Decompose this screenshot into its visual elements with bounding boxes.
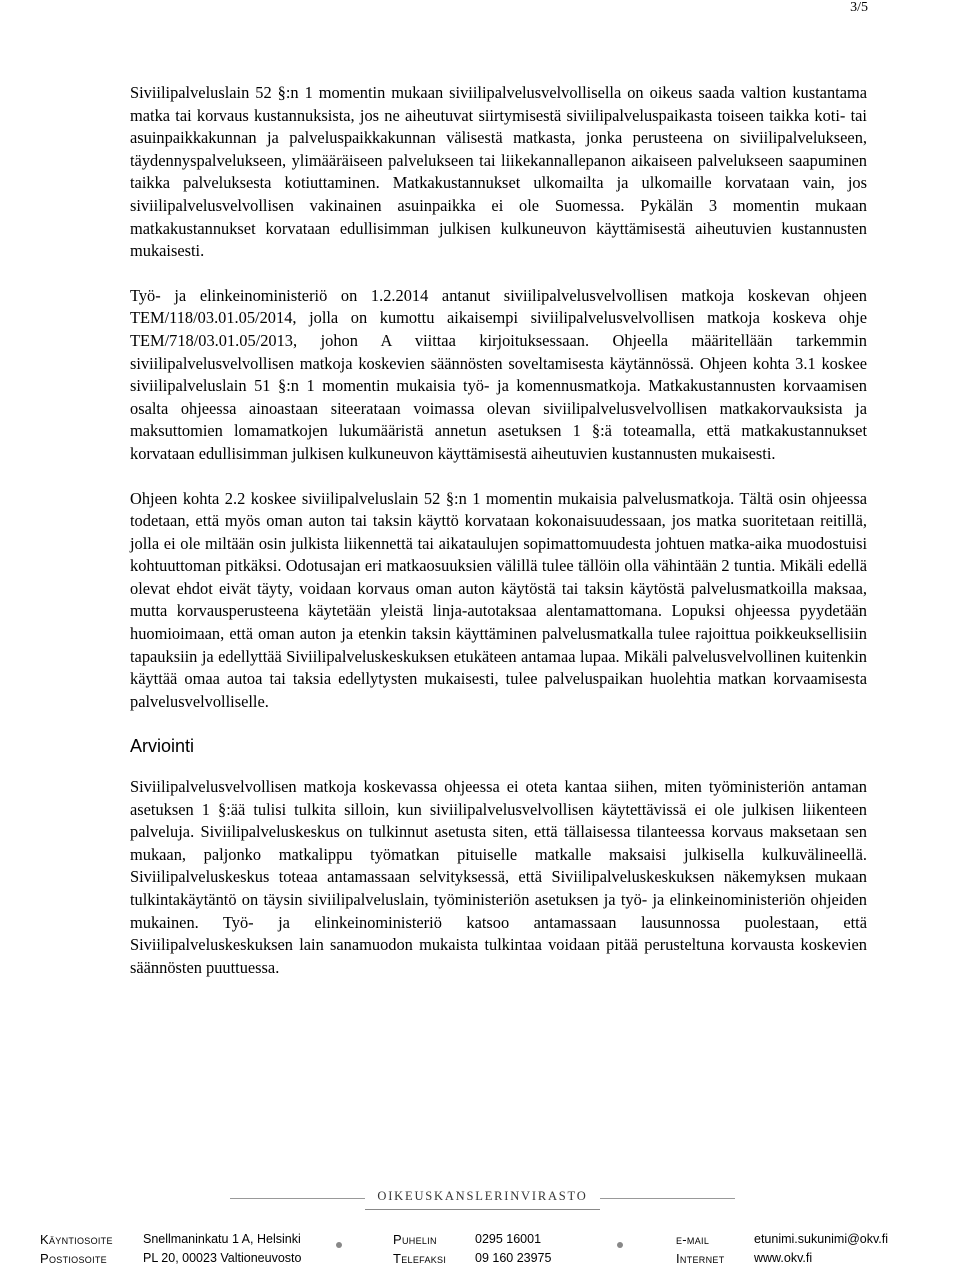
footer-divider-right [600,1198,735,1199]
footer-brand: OIKEUSKANSLERINVIRASTO [377,1189,588,1203]
footer-separator-dot [617,1242,623,1248]
paragraph-1: Siviilipalveluslain 52 §:n 1 momentin mukaan siviilipalvelusvelvollisella on oikeus saada valtion kustantama matka tai korvaus kustannuksista, jos ne aiheutuvat siirtymisestä siviilipalveluspaikasta toiseen taikka koti- tai asuinpaikkakunnan ja palveluspaikkakunnan välisestä matkasta, jonka perusteena on siviilipalvelukseen, täydennyspalvelukseen, ylimääräiseen palvelukseen tai liikekannallepanon aikaiseen palvelukseen saapuminen taikka palveluksesta kotiuttaminen. Matkakustannukset ulkomailta ja ulkomaille korvataan vain, jos siviilipalvelusvelvollisen vakinainen asuinpaikka ei ole Suomessa. Pykälän 3 momentin mukaan matkakustannukset korvataan edullisimman julkisen kulkuneuvon käyttämisestä aiheutuvien kustannusten mukaisesti. [130,83,867,261]
paragraph-3: Ohjeen kohta 2.2 koskee siviilipalveluslain 52 §:n 1 momentin mukaisia palvelusmatkoja. Tältä osin ohjeessa todetaan, että myös oman auton tai taksin käyttö korvataan kokonaisuudessaan, jos matka suoritetaan reitillä, jolla ei ole miltään osin julkista liikennettä tai aikataulujen sopimattomuudesta johtuen matka-aika muodostuisi kohtuuttoman pitkäksi. Odotusajan eri matkaosuuksien välillä tulee tällöin olla vähintään 2 tuntia. Mikäli edellä olevat ehdot eivät täyty, voidaan korvaus oman auton käytöstä tai taksin käytöstä palvelusmatkoilla maksaa, mutta korvausperusteena käytetään yleistä linja-autotaksaa alentamattomana. Lopuksi ohjeessa pyydetään huomioimaan, että oman auton ja etenkin taksin käyttäminen palvelusmatkalla tulee rajoittua poikkeuksellisiin tapauksiin ja edellyttää Siviilipalveluskeskuksen etukäteen antamaa lupaa. Mikäli palvelusvelvollinen kuitenkin käyttää omaa autoa tai taksia edellytysten mukaisesti, tulee palveluspaikan huolehtia matkan korvaamisesta palvelusvelvolliselle. [130,488,867,711]
section-heading-arviointi: Arviointi [130,736,195,757]
phone-label: Puhelin [393,1232,437,1247]
email-label: e-mail [676,1232,710,1247]
document-body [130,82,867,1001]
email-link[interactable]: etunimi.sukunimi@okv.fi [754,1232,889,1246]
paragraph-2: Työ- ja elinkeinoministeriö on 1.2.2014 antanut siviilipalvelusvelvollisen matkoja koskevan ohjeen TEM/118/03.01.05/2014, jolla on kumottu aikaisempi siviilipalvelusvelvollisen matkoja koskeva ohje TEM/718/03.01.05/2013, johon A viittaa kirjoituksessaan. Ohjeella määritellään tarkemmin siviilipalvelusvelvollisen matkoja koskevien säännösten soveltamisesta käytännössä. Ohjeen kohta 3.1 koskee siviilipalveluslain 51 §:n 1 momentin mukaisia työ- ja komennusmatkoja. Matkakustannusten korvaamisen osalta ohjeessa ainoastaan siteerataan voimassa olevan siviilipalvelusvelvollisen matkakorvauksista ja maksuttomien lomamatkojen lukumääristä annetun asetuksen 1 §:ä toteamalla, että matkakustannukset korvataan edullisimman julkisen kulkuneuvon käyttämisestä aiheutuvien kustannusten mukaisesti. [130,285,867,463]
footer-brand-underline [365,1209,600,1210]
fax-value: 09 160 23975 [475,1251,552,1265]
page-footer [0,1186,960,1267]
fax-label: Telefaksi [393,1251,447,1266]
website-link[interactable]: www.okv.fi [754,1251,813,1265]
page-number: 3/5 [850,0,868,15]
footer-separator-dot [336,1242,342,1248]
visit-address-value: Snellmaninkatu 1 A, Helsinki [143,1232,301,1246]
paragraph-4: Siviilipalvelusvelvollisen matkoja koskevassa ohjeessa ei oteta kantaa siihen, miten työministeriön antaman asetuksen 1 §:ää tulisi tulkita silloin, kun siviilipalvelusvelvollisen käytettävissä ei ole julkisen liikenteen palveluja. Siviilipalveluskeskus on tulkinnut asetusta siten, että tällaisessa tilanteessa korvaus maksetaan sen mukaan, paljonko matkalippu työmatkan pituiselle matkalle maksaisi julkisella kulkuvälineellä. Siviilipalveluskeskus toteaa antamassaan selvityksessä, että Siviilipalveluskeskuksen näkemyksen mukaan tulkintakäytäntö on täysin siviilipalveluslain, työministeriön asetuksen ja työ- ja elinkeinoministeriön ohjeiden mukainen. Työ- ja elinkeinoministeriö katsoo antamassaan lausunnossa puolestaan, että Siviilipalveluskeskuksen lain sanamuodon mukaista tulkintaa voidaan pitää perusteltuna korvausta koskevien säännösten puuttuessa. [130,777,867,977]
postal-address-label: Postiosoite [40,1251,107,1266]
postal-address-value: PL 20, 00023 Valtioneuvosto [143,1251,302,1265]
visit-address-label: Käyntiosoite [40,1232,113,1247]
internet-label: Internet [676,1251,725,1266]
phone-value: 0295 16001 [475,1232,542,1246]
footer-divider-left [230,1198,365,1199]
